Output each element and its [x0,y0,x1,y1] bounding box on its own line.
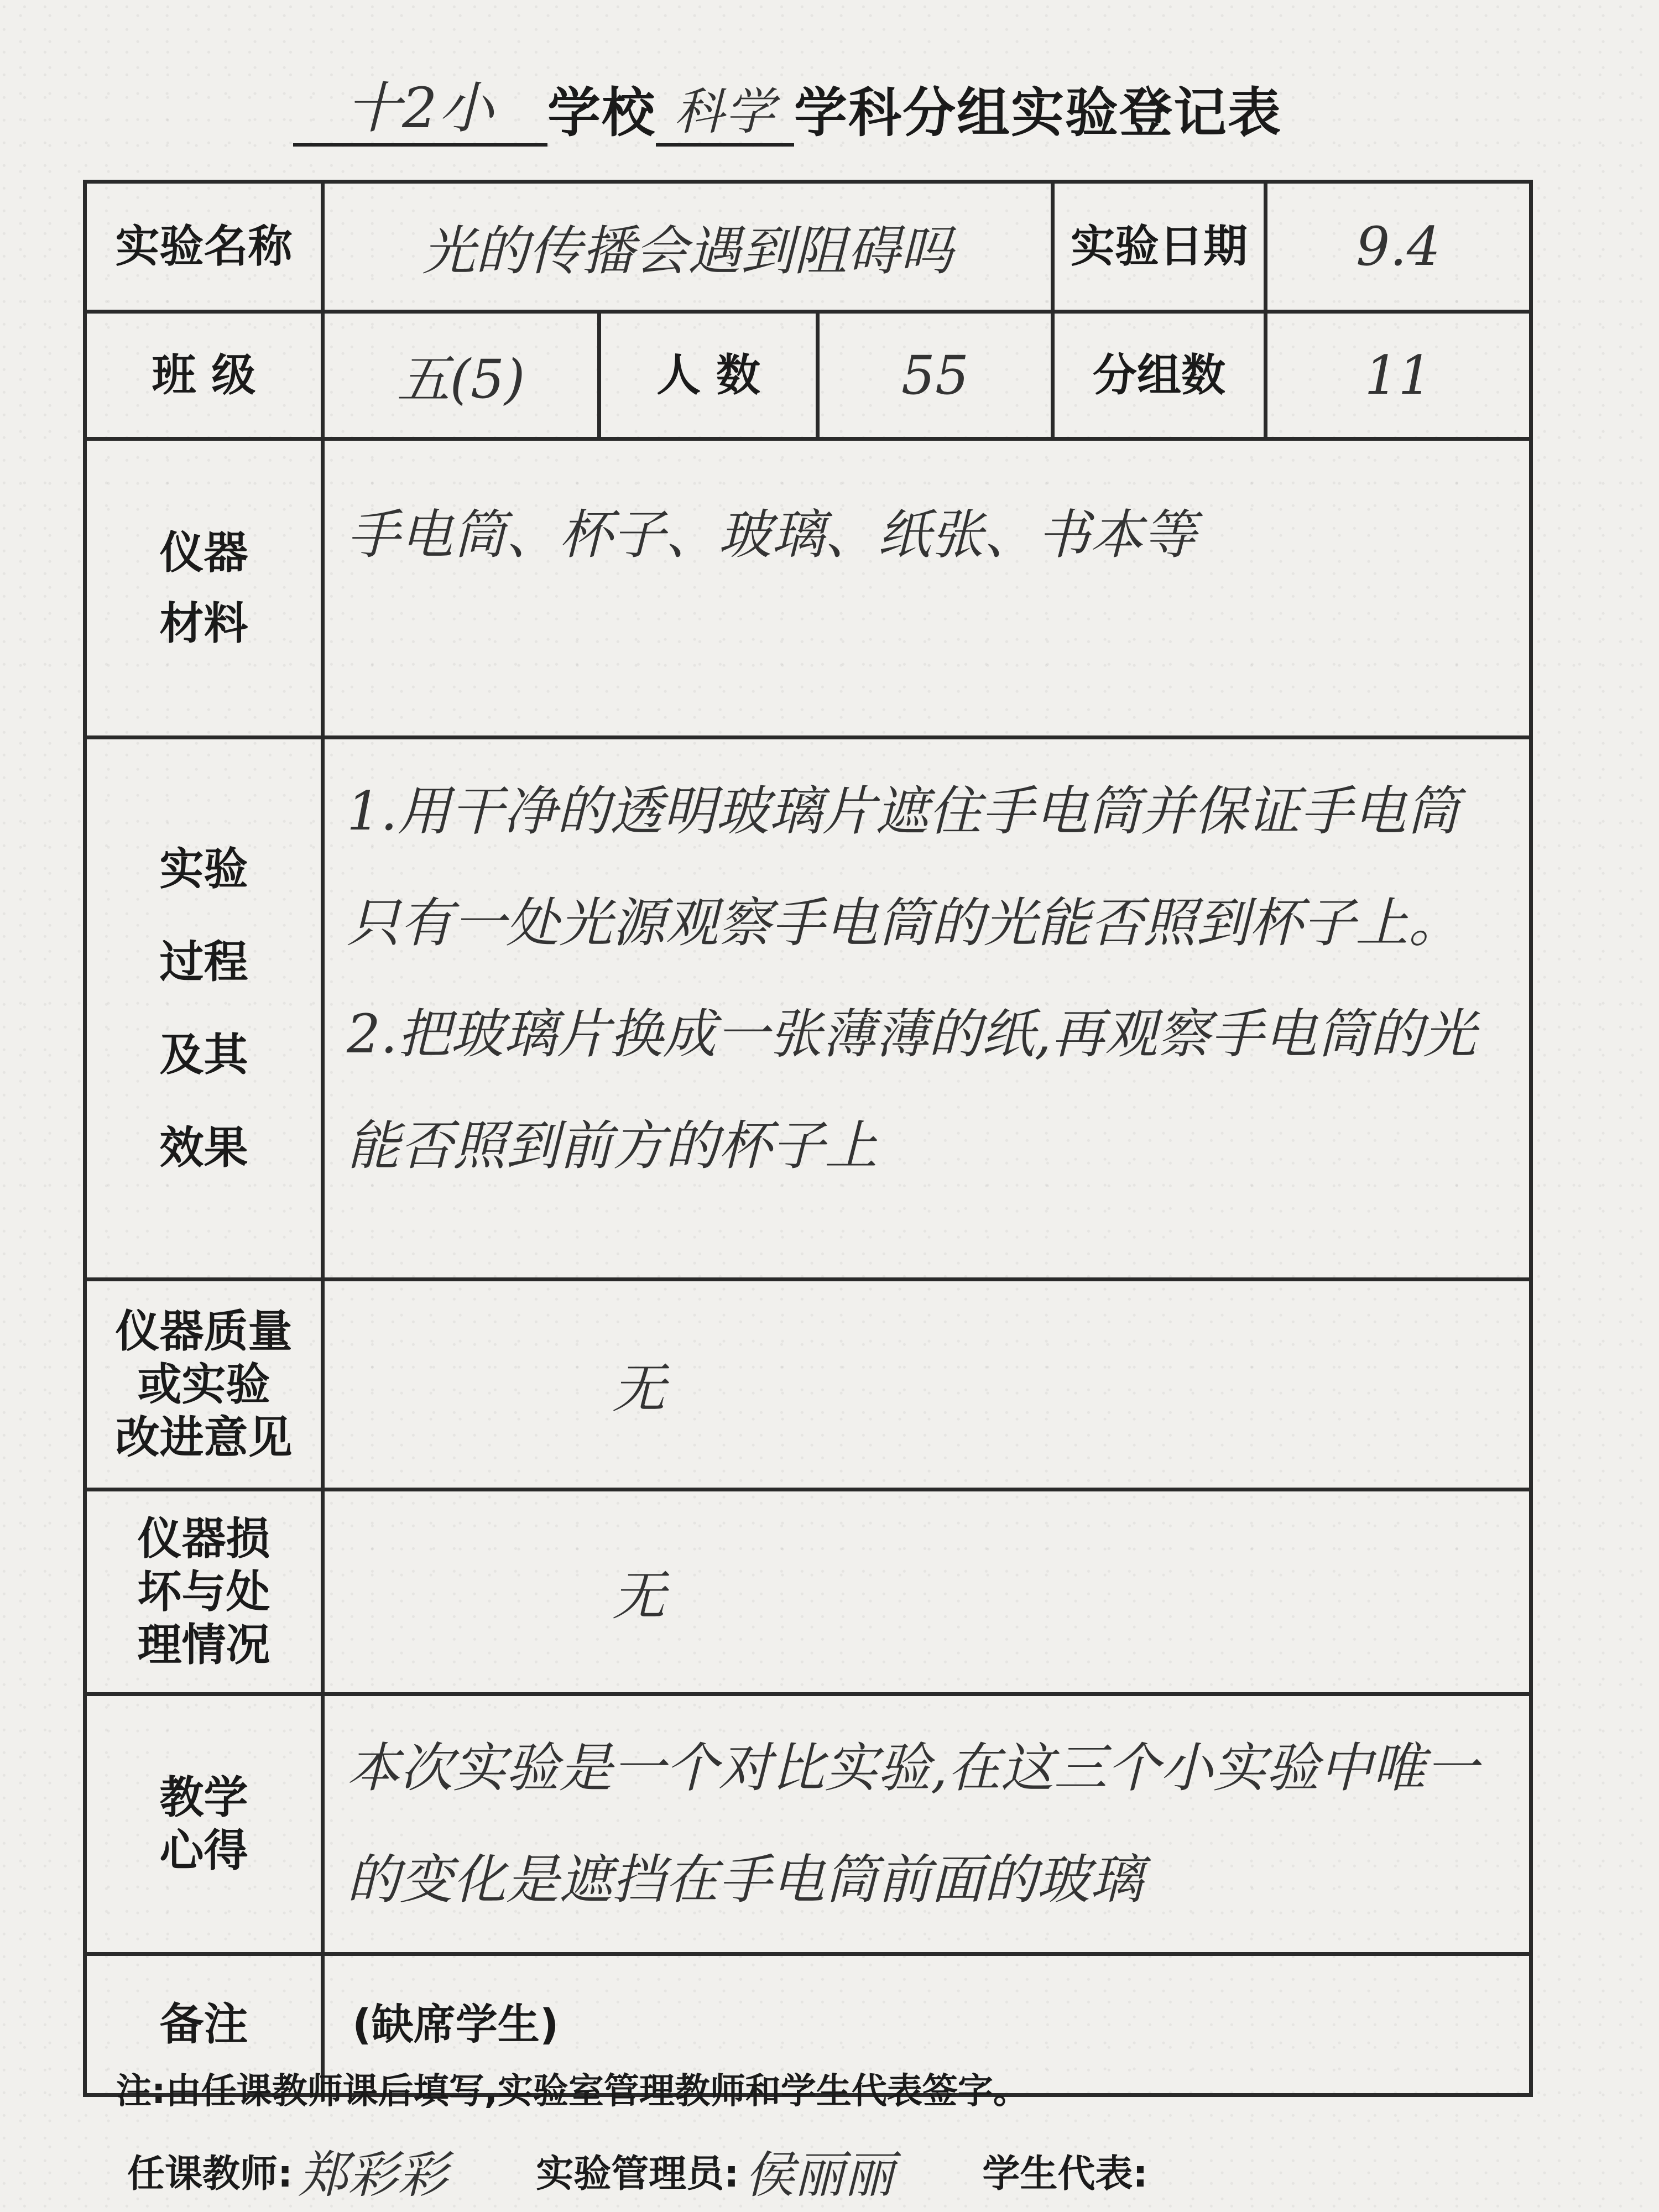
quality-label [85,1280,323,1490]
row-materials [85,439,1531,738]
damage-label-line3: 理情况 [137,1619,270,1671]
subject-field: 科学 [656,71,794,147]
quality-value: 无 [323,1280,1531,1490]
quality-label-line3: 改进意见 [115,1411,293,1463]
reflection-value: 本次实验是一个对比实验,在这三个小实验中唯一的变化是遮挡在手电筒前面的玻璃 [323,1694,1531,1954]
teacher-label: 任课教师: [127,2152,293,2196]
footer-note: 注:由任课教师课后填写,实验室管理教师和学生代表签字。 [116,2071,1029,2112]
materials-label-line2: 材料 [159,597,248,649]
row-reflection [85,1694,1531,1954]
registration-table [83,180,1533,2097]
form-title [293,53,1344,147]
process-label-line2: 过程 [159,936,248,988]
class-label: 班 级 [85,312,323,439]
process-label [85,738,323,1280]
student-label: 学生代表: [982,2152,1148,2196]
notes-value: (缺席学生) [323,1954,1531,2095]
damage-label [85,1490,323,1694]
count-value: 55 [818,312,1053,439]
damage-label-line1: 仪器损 [137,1512,270,1564]
quality-label-line1: 仪器质量 [115,1305,293,1357]
school-name-field: 十2小 [293,64,547,147]
reflection-label-line2: 心得 [159,1824,248,1876]
process-label-line4: 效果 [159,1121,248,1173]
date-value: 9.4 [1266,182,1531,312]
process-label-line1: 实验 [159,843,248,895]
damage-label-line2: 坏与处 [137,1566,270,1618]
experiment-name-value: 光的传播会遇到阻碍吗 [323,182,1053,312]
reflection-label-line1: 教学 [159,1771,248,1823]
admin-label: 实验管理员: [536,2152,739,2196]
count-label: 人 数 [599,312,818,439]
row-process [85,738,1531,1280]
teacher-signature: 郑彩彩 [298,2146,448,2204]
materials-label [85,439,323,738]
school-suffix: 学校 [547,82,656,144]
groups-value: 11 [1266,312,1531,439]
title-suffix: 学科分组实验登记表 [794,82,1282,144]
materials-value: 手电筒、杯子、玻璃、纸张、书本等 [323,439,1531,738]
row-class [85,312,1531,439]
signature-row [127,2135,1510,2206]
quality-label-line2: 或实验 [137,1358,270,1410]
admin-signature: 侯丽丽 [744,2146,894,2204]
row-quality [85,1280,1531,1490]
process-value: 1.用干净的透明玻璃片遮住手电筒并保证手电筒只有一处光源观察手电筒的光能否照到杯子上。2.把玻璃片换成一张薄薄的纸,再观察手电筒的光能否照到前方的杯子上 [323,738,1531,1280]
materials-label-line1: 仪器 [159,526,248,578]
notes-label: 备注 [85,1954,323,2095]
row-damage [85,1490,1531,1694]
reflection-label [85,1694,323,1954]
date-label: 实验日期 [1053,182,1266,312]
process-label-line3: 及其 [159,1029,248,1081]
row-experiment-name [85,182,1531,312]
damage-value: 无 [323,1490,1531,1694]
class-value: 五(5) [323,312,599,439]
experiment-name-label: 实验名称 [85,182,323,312]
groups-label: 分组数 [1053,312,1266,439]
